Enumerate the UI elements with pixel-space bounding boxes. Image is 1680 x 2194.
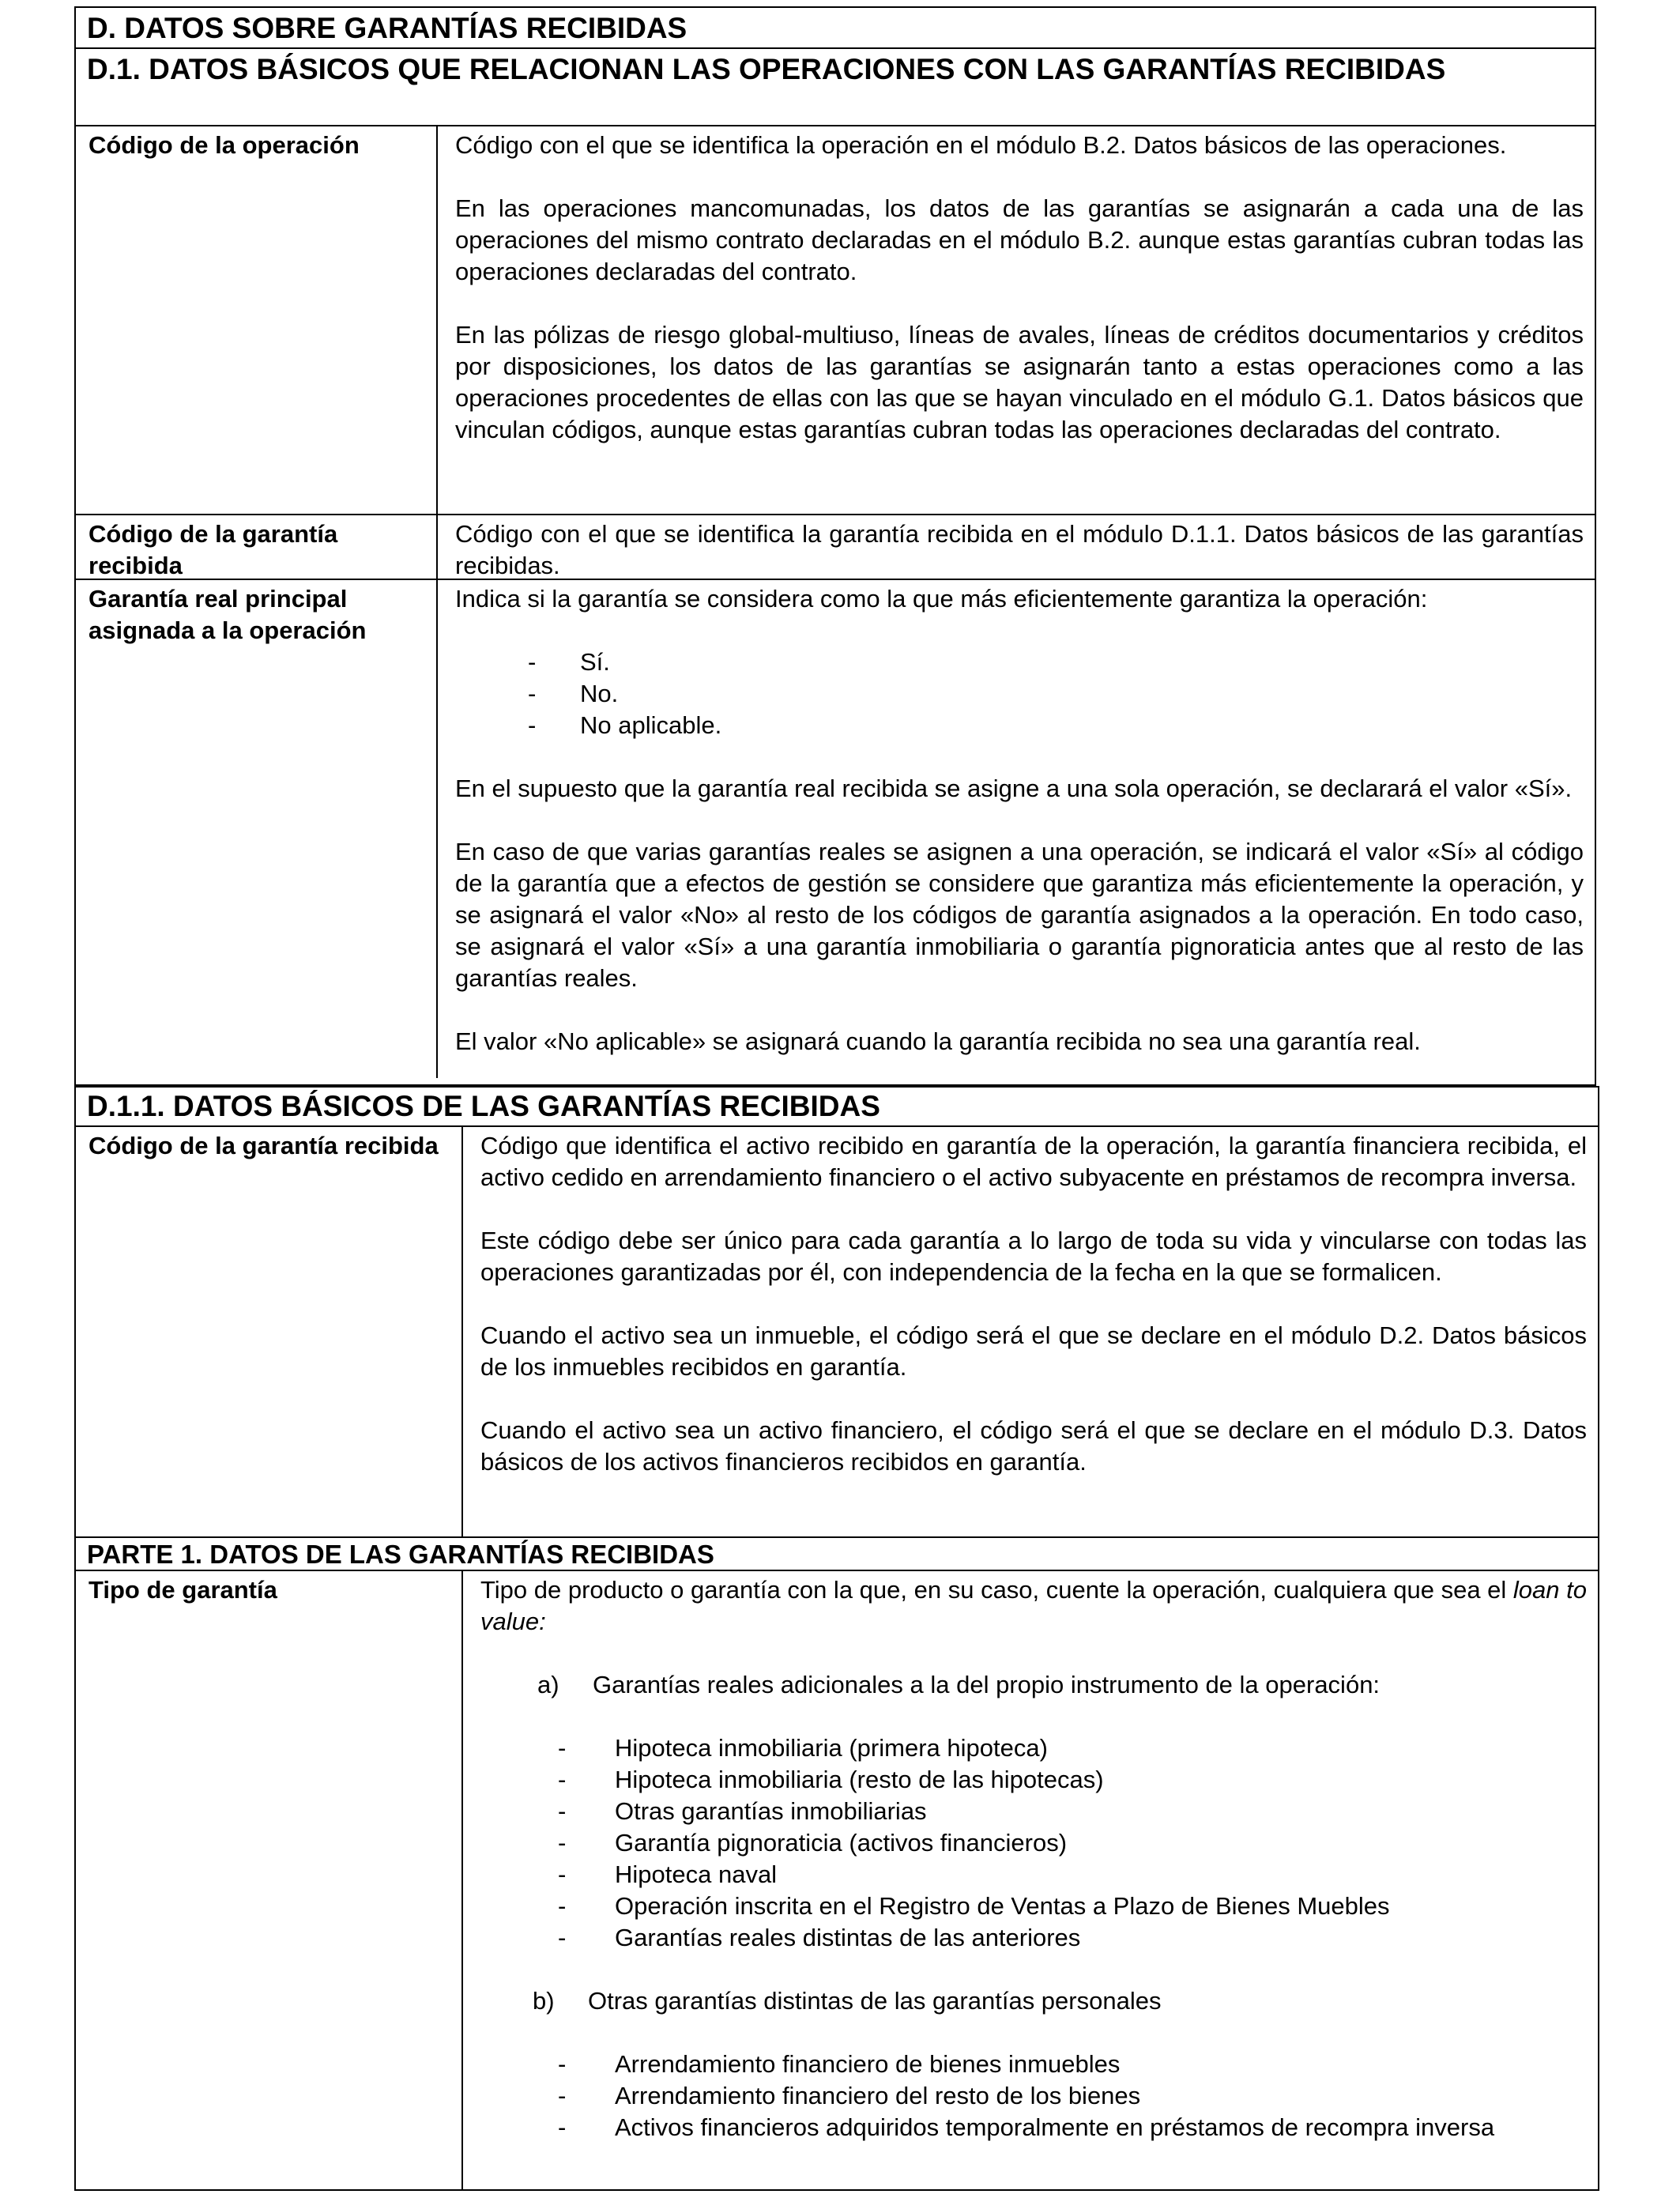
row-label: Tipo de garantía [76,1571,463,2189]
table-d1 [74,6,1596,1086]
row-label: Garantía real principal asignada a la operación [76,580,438,1078]
paragraph: Código con el que se identifica la operación en el módulo B.2. Datos básicos de las operaciones. [455,131,1507,159]
row-codigo-garantia [76,515,1595,580]
row-description [463,1127,1598,1536]
italic-term: loan to value: [480,1576,1587,1635]
group-a-heading: a) Garantías reales adicionales a la del propio instrumento de la operación: [537,1671,1381,1698]
list-item: - Activos financieros adquiridos temporalmente en préstamos de recompra inversa [558,2113,1495,2141]
list-item: - Sí. [528,648,610,676]
list-item: - Garantía pignoraticia (activos financieros) [558,1829,1068,1857]
row-description [438,126,1595,514]
options-list [455,647,1584,741]
section-d11-title: D.1.1. DATOS BÁSICOS DE LAS GARANTÍAS RECIBIDAS [76,1088,1598,1127]
list-item: - Otras garantías inmobiliarias [558,1797,927,1825]
row-codigo-garantia-recibida [76,1127,1598,1538]
paragraph: Cuando el activo sea un activo financiero, el código será el que se declare en el módulo D.3. Datos básicos de los activos financieros recibidos en garantía. [480,1416,1587,1476]
paragraph: El valor «No aplicable» se asignará cuando la garantía recibida no sea una garantía real. [455,1027,1421,1055]
group-a-list [480,1732,1587,1954]
row-label: Código de la garantía recibida [76,1127,463,1536]
row-description [438,515,1595,579]
row-tipo-garantia [76,1571,1598,2189]
section-d1-title: D.1. DATOS BÁSICOS QUE RELACIONAN LAS OPERACIONES CON LAS GARANTÍAS RECIBIDAS [76,49,1595,126]
section-d-title: D. DATOS SOBRE GARANTÍAS RECIBIDAS [76,8,1595,49]
paragraph: Código con el que se identifica la garantía recibida en el módulo D.1.1. Datos básicos de las garantías recibidas. [455,520,1584,579]
list-item: - No aplicable. [528,711,722,739]
parte1-title: PARTE 1. DATOS DE LAS GARANTÍAS RECIBIDAS [76,1538,1598,1571]
list-item: - Arrendamiento financiero de bienes inmuebles [558,2050,1121,2078]
paragraph: En las pólizas de riesgo global-multiuso, líneas de avales, líneas de créditos documentarios y créditos por disposiciones, los datos de las garantías se asignarán tanto a estas operaciones como a las operaciones procedentes de ellas con las que se hayan vinculado en el módulo G.1. Datos básicos que vinculan códigos, aunque estas garantías cubran todas las operaciones declaradas del contrato. [455,321,1584,443]
row-description [438,580,1595,1078]
list-item: - Hipoteca naval [558,1860,778,1888]
list-item: - Arrendamiento financiero del resto de los bienes [558,2082,1141,2109]
list-item: - Operación inscrita en el Registro de Ventas a Plazo de Bienes Muebles [558,1892,1390,1920]
list-item: - Garantías reales distintas de las anteriores [558,1924,1081,1951]
paragraph: En el supuesto que la garantía real recibida se asigne a una sola operación, se declarará el valor «Sí». [455,775,1573,802]
paragraph: Este código debe ser único para cada garantía a lo largo de toda su vida y vincularse con todas las operaciones garantizadas por él, con independencia de la fecha en la que se formalicen. [480,1227,1587,1286]
paragraph: Tipo de producto o garantía con la que, en su caso, cuente la operación, cualquiera que sea el loan to value: [480,1576,1587,1635]
paragraph: Indica si la garantía se considera como la que más eficientemente garantiza la operación: [455,585,1428,613]
paragraph: Cuando el activo sea un inmueble, el código será el que se declare en el módulo D.2. Datos básicos de los inmuebles recibidos en garantía. [480,1321,1587,1381]
paragraph: En caso de que varias garantías reales se asignen a una operación, se indicará el valor «Sí» al código de la garantía que a efectos de gestión se considere que garantiza más eficientemente la operación, y se asignará el valor «No» al resto de los códigos de garantía asignados a la operación. En todo caso, se asignará el valor «Sí» a una garantía inmobiliaria o garantía pignoraticia antes que al resto de las garantías reales. [455,838,1584,992]
list-item: - No. [528,680,619,707]
row-description [463,1571,1598,2189]
list-item: - Hipoteca inmobiliaria (primera hipoteca) [558,1734,1048,1762]
row-codigo-operacion [76,126,1595,515]
row-label: Código de la garantía recibida [76,515,438,579]
table-d11 [74,1086,1599,2191]
row-garantia-principal [76,580,1595,1078]
row-label: Código de la operación [76,126,438,514]
list-item: - Hipoteca inmobiliaria (resto de las hipotecas) [558,1766,1104,1793]
group-b-list [480,2049,1587,2143]
paragraph: Código que identifica el activo recibido en garantía de la operación, la garantía financiera recibida, el activo cedido en arrendamiento financiero o el activo subyacente en préstamos de recompra inversa. [480,1132,1587,1191]
group-b-heading: b) Otras garantías distintas de las garantías personales [533,1987,1162,2015]
paragraph: En las operaciones mancomunadas, los datos de las garantías se asignarán a cada una de las operaciones del mismo contrato declaradas en el módulo B.2. aunque estas garantías cubran todas las operaciones declaradas del contrato. [455,194,1584,285]
